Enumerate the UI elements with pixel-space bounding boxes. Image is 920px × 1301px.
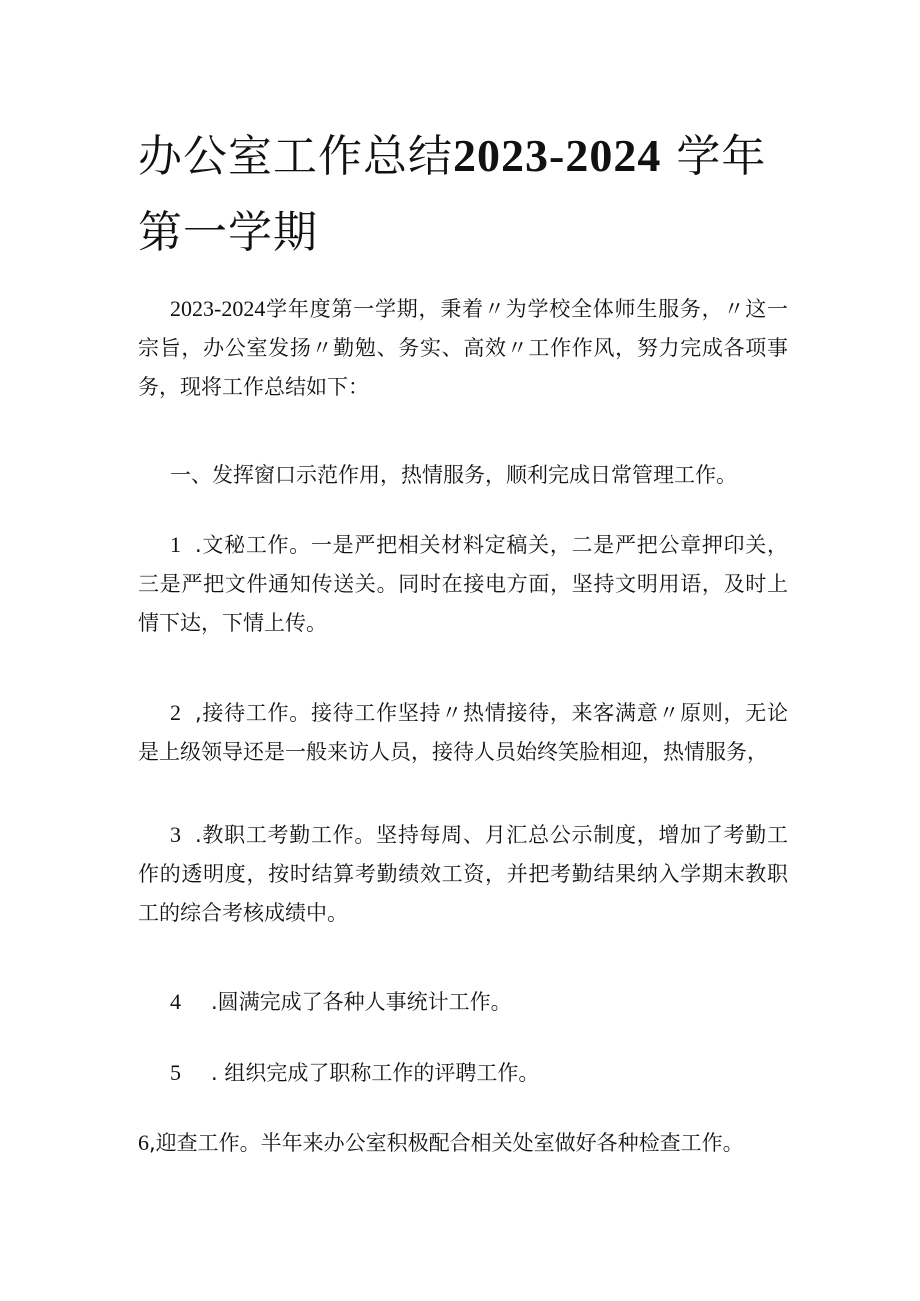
item-number: 3 — [170, 822, 181, 847]
list-item — [138, 982, 788, 1022]
item-text: . 组织完成了职称工作的评聘工作。 — [211, 1061, 540, 1085]
intro-text: 学年度第一学期，秉着〃为学校全体师生服务，〃这一宗旨，办公室发扬〃勤勉、务实、高效〃工作作风，努力完成各项事务，现将工作总结如下： — [138, 297, 788, 399]
list-item — [138, 815, 788, 933]
item-number: 6 — [138, 1130, 149, 1155]
title-year: 2023-2024 — [453, 130, 662, 181]
list-item — [138, 1053, 788, 1093]
item-number: 4 — [170, 989, 181, 1014]
intro-paragraph — [138, 289, 788, 407]
item-number: 5 — [170, 1060, 181, 1085]
document-title — [138, 118, 798, 271]
list-item — [138, 693, 788, 772]
intro-year: 2023-2024 — [170, 296, 266, 321]
item-number: 1 — [170, 532, 181, 557]
section-heading: 一、发挥窗口示范作用，热情服务，顺利完成日常管理工作。 — [170, 463, 737, 487]
title-suffix: 学年第一学期 — [138, 131, 767, 258]
item-number: 2 — [170, 700, 181, 725]
item-text: ,迎查工作。半年来办公室积极配合相关处室做好各种检查工作。 — [149, 1131, 744, 1155]
title-prefix: 办公室工作总结 — [138, 131, 453, 182]
item-text: .教职工考勤工作。坚持每周、月汇总公示制度，增加了考勤工作的透明度，按时结算考勤绩效工资，并把考勤结果纳入学期末教职工的综合考核成绩中。 — [138, 823, 788, 925]
item-text: .文秘工作。一是严把相关材料定稿关，二是严把公章押印关，三是严把文件通知传送关。同时在接电方面，坚持文明用语，及时上情下达，下情上传。 — [138, 533, 788, 635]
list-item — [138, 1123, 788, 1163]
list-item — [138, 525, 788, 643]
item-text: .圆满完成了各种人事统计工作。 — [211, 990, 512, 1014]
item-text: ,接待工作。接待工作坚持〃热情接待，来客满意〃原则，无论是上级领导还是一般来访人员，接待人员始终笑脸相迎，热情服务， — [138, 701, 788, 764]
